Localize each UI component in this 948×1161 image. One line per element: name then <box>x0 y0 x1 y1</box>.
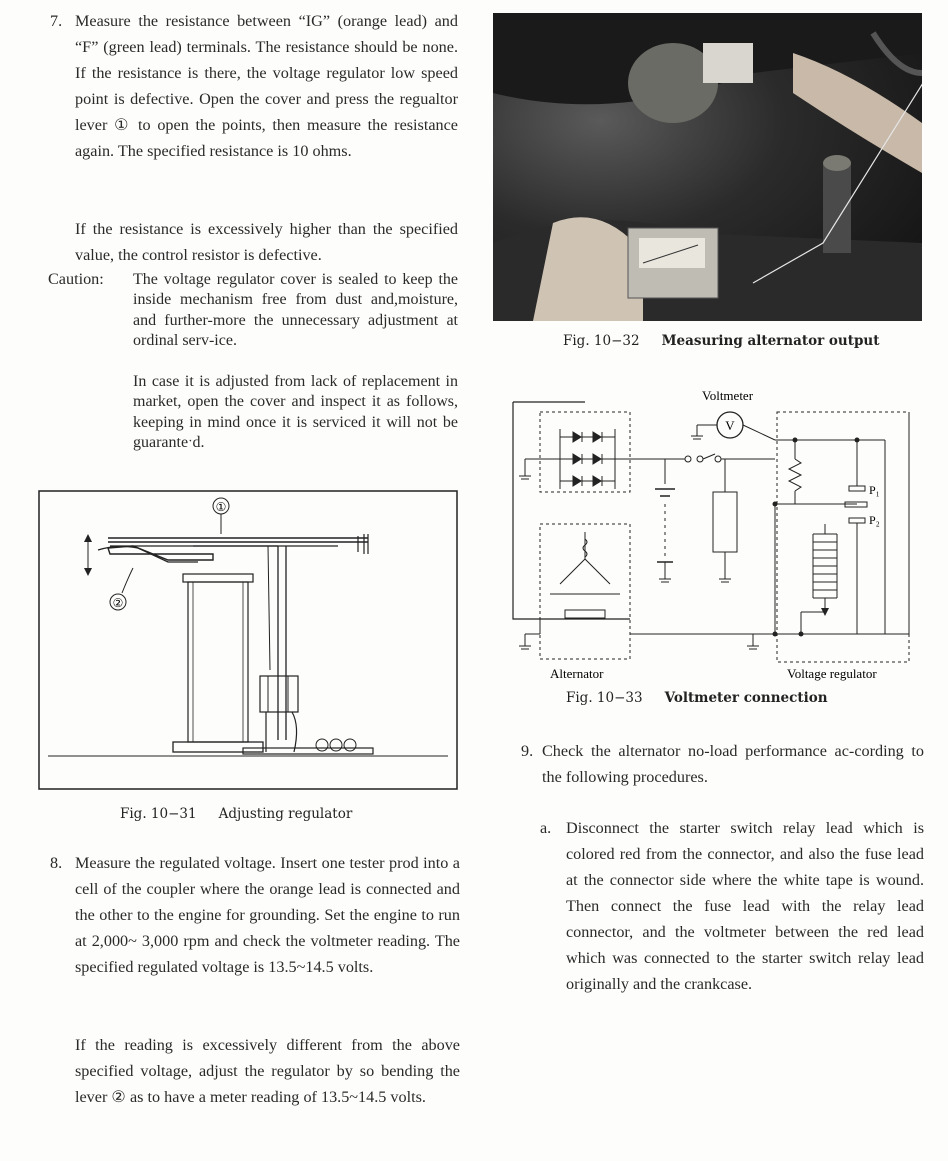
regulator-drawing <box>38 490 458 790</box>
callout-2: ② <box>112 596 124 610</box>
fig-10-32-number: Fig. 10−32 <box>563 333 640 349</box>
fig-10-31-title: Adjusting regulator <box>218 806 353 822</box>
step9-number: 9. <box>521 742 534 760</box>
figure-10-31 <box>38 490 458 790</box>
callout-1: ① <box>215 500 227 514</box>
step7-number: 7. <box>50 12 63 30</box>
photo-measuring-alternator-output <box>493 13 922 321</box>
caution-text-1: The voltage regulator cover is sealed to keep the inside mechanism free from dust and,moisture, and further-more the unnecessary adjustment at ordinal serv-ice. <box>133 271 458 350</box>
fig-10-32-caption <box>563 333 879 349</box>
fig-10-32-title: Measuring alternator output <box>661 333 880 349</box>
fig-10-31-caption <box>120 806 352 822</box>
label-p1: P₁ <box>869 483 880 497</box>
fig-10-31-number: Fig. 10−31 <box>120 806 197 822</box>
step8-paragraph: Measure the regulated voltage. Insert one tester prod into a cell of the coupler where the orange lead is connected and the other to the engine for grounding. Set the engine to run at 2,000~ 3,000 rpm and check the voltmeter reading. The specified regulated voltage is 13.5~14.5 volts. <box>75 854 460 976</box>
label-voltage-regulator: Voltage regulator <box>787 666 877 681</box>
voltmeter-circuit-diagram <box>505 384 915 684</box>
step8-paragraph-2: If the reading is excessively different from the above specified voltage, adjust the regulator by so bending the lever ② as to have a meter reading of 13.5~14.5 volts. <box>75 1036 460 1106</box>
step8-number: 8. <box>50 854 63 872</box>
label-v: V <box>725 418 735 433</box>
step7-paragraph: Measure the resistance between “IG” (orange lead) and “F” (green lead) terminals. The resistance should be none. If the resistance is there, the voltage regulator low speed point is defective. Open the cover and press the regualtor lever ① to open the points, then measure the resistance again. The specified resistance is 10 ohms. <box>75 12 458 160</box>
fig-10-33-number: Fig. 10−33 <box>566 690 643 706</box>
figure-10-33 <box>505 384 915 684</box>
step9-paragraph: Check the alternator no-load performance ac-cording to the following procedures. <box>542 742 924 786</box>
label-alternator: Alternator <box>550 666 604 681</box>
photo-sketch <box>493 13 922 321</box>
step7-paragraph-2: If the resistance is excessively higher than the specified value, the control resistor is defective. <box>75 220 458 264</box>
caution-label: Caution: <box>48 270 104 288</box>
fig-10-33-caption <box>566 690 828 706</box>
caution-text-2: In case it is adjusted from lack of replacement in market, open the cover and inspect it as follows, keeping in mind once it is serviced it will not be guaranteˑd. <box>133 373 458 452</box>
step-a-number: a. <box>540 819 552 837</box>
step-a-paragraph: Disconnect the starter switch relay lead which is colored red from the connector, and also the fuse lead at the connector side where the white tape is wound. Then connect the fuse lead with the relay lead connector, and the voltmeter between the red lead which was connected to the starter switch relay lead originally and the crankcase. <box>566 819 924 993</box>
fig-10-33-title: Voltmeter connection <box>664 690 828 706</box>
label-p2: P₂ <box>869 513 880 527</box>
label-voltmeter: Voltmeter <box>702 388 754 403</box>
